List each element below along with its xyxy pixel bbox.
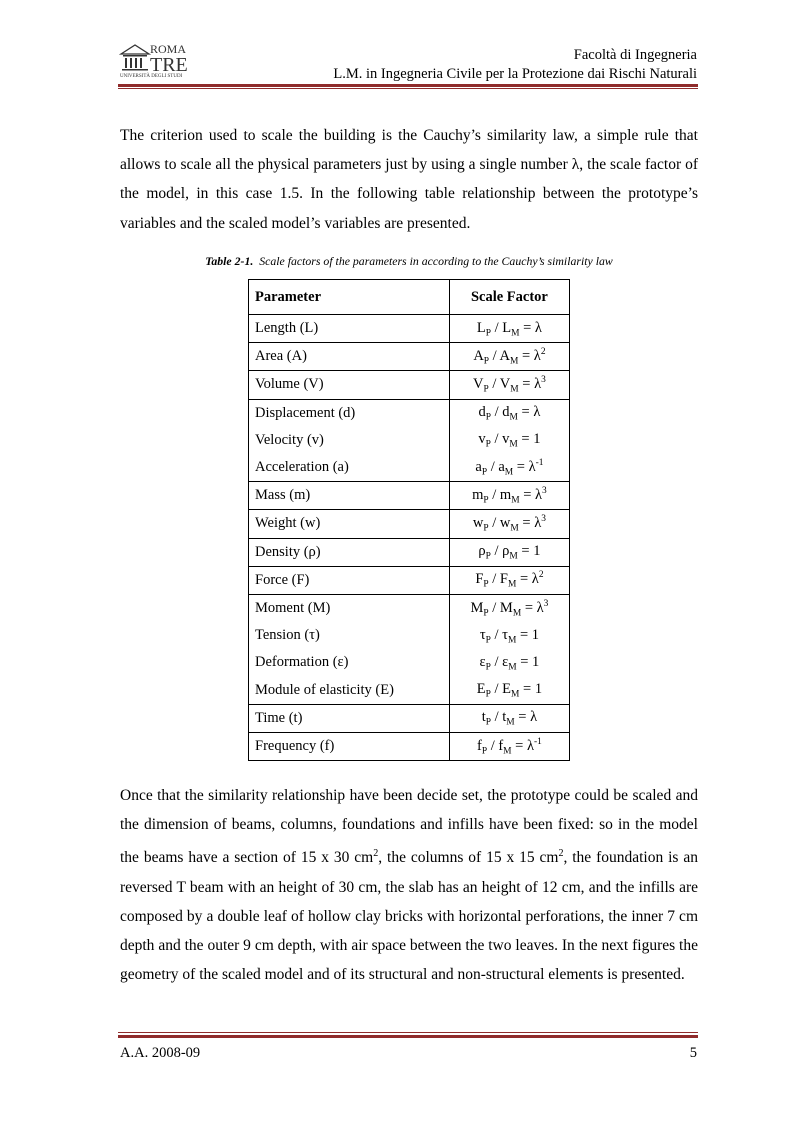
parameter-cell: Velocity (v) — [249, 427, 450, 454]
table-row — [249, 371, 570, 399]
faculty-name: Facoltà di Ingegneria — [573, 47, 697, 63]
logo-roma: ROMA — [150, 42, 187, 56]
column-header-parameter: Parameter — [249, 280, 450, 315]
scale-factor-cell: $w_P / w_M = \lambda^3$ — [449, 510, 569, 538]
parameter-cell: Moment (M) — [249, 594, 450, 622]
table-row — [249, 510, 570, 538]
page-number: 5 — [689, 1045, 697, 1061]
scale-factor-cell: $L_P / L_M = \lambda$ — [449, 315, 569, 343]
table-row — [249, 399, 570, 427]
model-description-paragraph: Once that the similarity relationship have been decide set, the prototype could be scaled and the dimension of beams, columns, foundations and infills have been fixed: so in the model the beams have a section of 15 x 30 $cm^2$, the columns of 15 x 15 $cm^2$, the foundation is an reversed T beam with an height of 30 cm, the slab has an height of 12 cm, and the infills are composed by a double leaf of hollow clay bricks with horizontal perforations, the inner 7 cm depth and the outer 9 cm depth, with air space between the two leaves. In the next figures the geometry of the scaled model and of its structural and non-structural elements is presented. — [120, 787, 698, 984]
page-header — [333, 46, 697, 84]
scale-factor-cell: $\varepsilon_P / \varepsilon_M = 1$ — [449, 649, 569, 676]
logo-tre: TRE — [150, 54, 188, 76]
parameter-cell: Tension (τ) — [249, 622, 450, 649]
table-caption — [120, 254, 698, 269]
parameter-cell: Density (ρ) — [249, 538, 450, 566]
table-row — [249, 594, 570, 622]
intro-paragraph: The criterion used to scale the building is the Cauchy’s similarity law, a simple rule that allows to scale all the physical parameters just by using a single number λ, the scale factor of the model, in this case 1.5. In the following table relationship between the prototype’s variables and the scaled model’s variables are presented. — [120, 127, 698, 232]
scale-factor-cell: $a_P / a_M = \lambda^{-1}$ — [449, 454, 569, 482]
column-header-scale-factor: Scale Factor — [449, 280, 569, 315]
course-name: L.M. in Ingegneria Civile per la Protezione dai Rischi Naturali — [333, 66, 697, 82]
scale-factor-cell: $m_P / m_M = \lambda^3$ — [449, 482, 569, 510]
table-row — [249, 427, 570, 454]
footer-rule-thin — [118, 1032, 698, 1033]
scale-factor-cell: $v_P / v_M = 1$ — [449, 427, 569, 454]
parameter-cell: Force (F) — [249, 566, 450, 594]
scale-factor-cell: $d_P / d_M = \lambda$ — [449, 399, 569, 427]
temple-icon — [121, 45, 149, 71]
table-row — [249, 649, 570, 676]
table-row — [249, 676, 570, 704]
parameter-cell: Module of elasticity (E) — [249, 676, 450, 704]
logo-university: UNIVERSITÀ DEGLI STUDI — [120, 74, 183, 79]
scale-factor-cell: $\rho_P / \rho_M = 1$ — [449, 538, 569, 566]
parameter-cell: Length (L) — [249, 315, 450, 343]
scale-factor-table — [248, 279, 570, 761]
table-row — [249, 315, 570, 343]
table-row — [249, 538, 570, 566]
caption-label: Table 2-1. — [205, 254, 254, 268]
parameter-cell: Acceleration (a) — [249, 454, 450, 482]
parameter-cell: Volume (V) — [249, 371, 450, 399]
scale-factor-cell: $M_P / M_M = \lambda^3$ — [449, 594, 569, 622]
table-row — [249, 454, 570, 482]
university-logo — [119, 42, 191, 80]
parameter-cell: Frequency (f) — [249, 732, 450, 760]
caption-text: Scale factors of the parameters in according to the Cauchy’s similarity law — [259, 254, 613, 268]
table-row — [249, 622, 570, 649]
table-row — [249, 704, 570, 732]
scale-factor-cell: $F_P / F_M = \lambda^2$ — [449, 566, 569, 594]
header-rule-thin — [118, 88, 698, 89]
scale-factor-cell: $\tau_P / \tau_M = 1$ — [449, 622, 569, 649]
footer-rule-thick — [118, 1035, 698, 1038]
table-row — [249, 732, 570, 760]
academic-year: A.A. 2008-09 — [120, 1045, 201, 1061]
parameter-cell: Deformation (ε) — [249, 649, 450, 676]
table-row — [249, 343, 570, 371]
parameter-cell: Mass (m) — [249, 482, 450, 510]
scale-factor-cell: $f_P / f_M = \lambda^{-1}$ — [449, 732, 569, 760]
parameter-cell: Area (A) — [249, 343, 450, 371]
parameter-cell: Displacement (d) — [249, 399, 450, 427]
scale-factor-cell: $A_P / A_M = \lambda^2$ — [449, 343, 569, 371]
scale-factor-cell: $V_P / V_M = \lambda^3$ — [449, 371, 569, 399]
header-rule-thick — [118, 84, 698, 87]
parameter-cell: Weight (w) — [249, 510, 450, 538]
table-row — [249, 566, 570, 594]
table-row — [249, 482, 570, 510]
scale-factor-cell: $E_P / E_M = 1$ — [449, 676, 569, 704]
parameter-cell: Time (t) — [249, 704, 450, 732]
scale-factor-cell: $t_P / t_M = \lambda$ — [449, 704, 569, 732]
